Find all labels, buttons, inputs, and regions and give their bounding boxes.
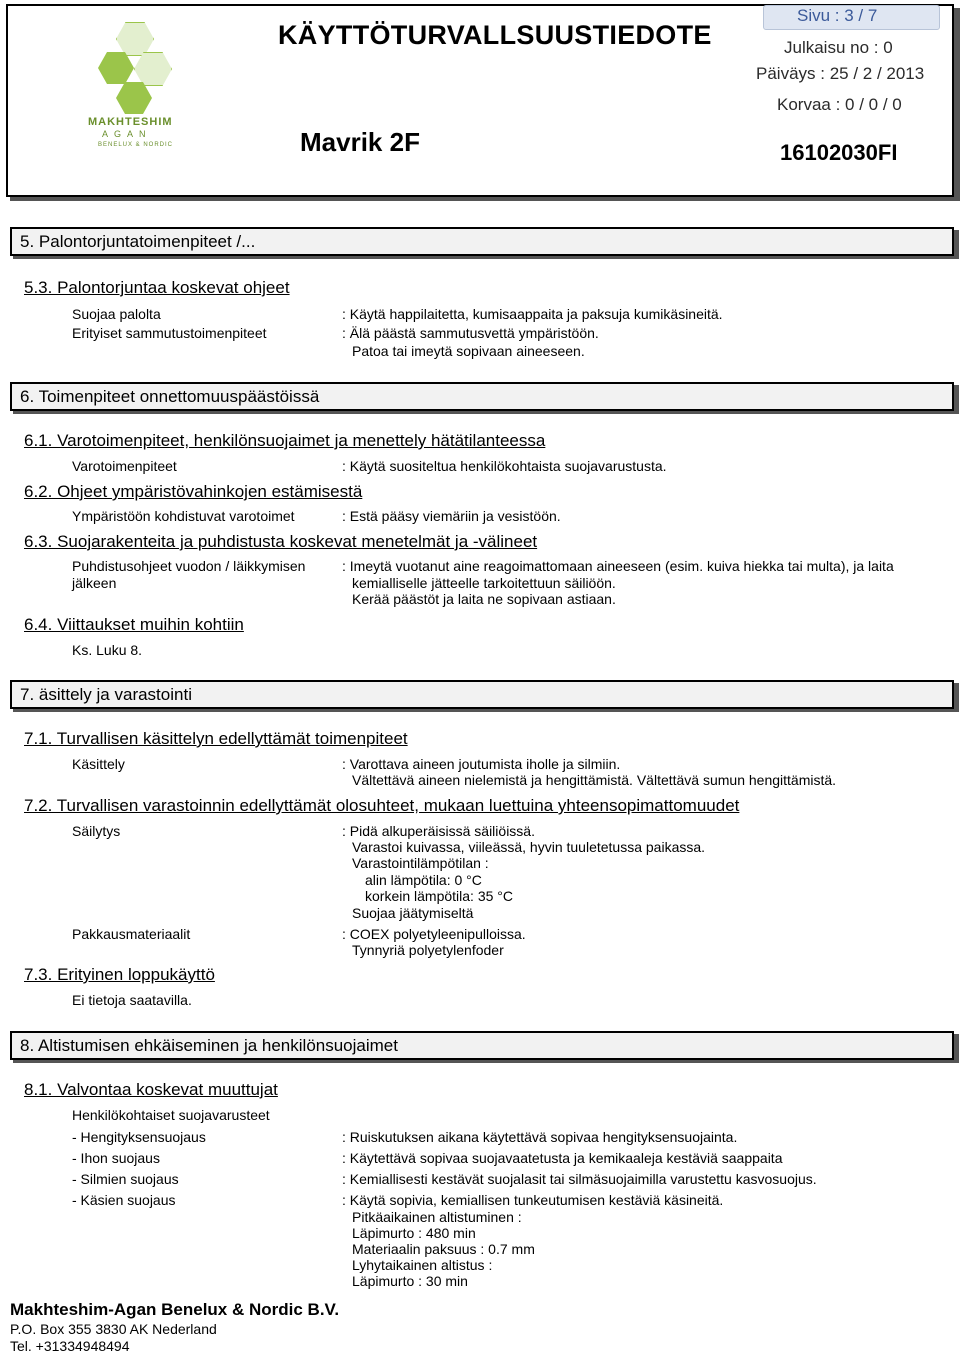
section-8-bar: 8. Altistumisen ehkäiseminen ja henkilönsuojaimet bbox=[10, 1031, 954, 1060]
value-sailytys-6: Suojaa jäätymiseltä bbox=[352, 905, 474, 921]
subheading-suojavarusteet: Henkilökohtaiset suojavarusteet bbox=[72, 1107, 270, 1123]
label-silmat: - Silmien suojaus bbox=[72, 1171, 179, 1187]
label-ymparisto: Ympäristöön kohdistuvat varotoimet bbox=[72, 508, 295, 524]
value-kasittely: : Varottava aineen joutumista iholle ja silmiin. bbox=[342, 756, 621, 772]
text-7-3: Ei tietoja saatavilla. bbox=[72, 992, 192, 1008]
logo-hex bbox=[116, 82, 152, 114]
heading-8-1: 8.1. Valvontaa koskevat muuttujat bbox=[24, 1080, 278, 1099]
value-puhdistus: : Imeytä vuotanut aine reagoimattomaan aineeseen (esim. kuiva hiekka tai multa), ja laita bbox=[342, 558, 894, 574]
value-erityiset: : Älä päästä sammutusvettä ympäristöön. bbox=[342, 325, 599, 341]
value-hengitys: : Ruiskutuksen aikana käytettävä sopivaa hengityksensuojainta. bbox=[342, 1129, 738, 1145]
label-hengitys: - Hengityksensuojaus bbox=[72, 1129, 206, 1145]
logo-subtext: A G A N bbox=[102, 129, 148, 139]
value-kadet-6: Läpimurto : 30 min bbox=[352, 1273, 468, 1289]
text-6-4: Ks. Luku 8. bbox=[72, 642, 143, 658]
label-pakkaus: Pakkausmateriaalit bbox=[72, 926, 191, 942]
heading-6-3: 6.3. Suojarakenteita ja puhdistusta koskevat menetelmät ja -välineet bbox=[24, 532, 538, 551]
value-erityiset-2: Patoa tai imeytä sopivaan aineeseen. bbox=[352, 343, 585, 359]
value-kadet-4: Materiaalin paksuus : 0.7 mm bbox=[352, 1241, 535, 1257]
heading-5-3: 5.3. Palontorjuntaa koskevat ohjeet bbox=[24, 278, 290, 297]
label-varotoimenpiteet: Varotoimenpiteet bbox=[72, 458, 177, 474]
logo-hex bbox=[134, 52, 172, 86]
value-sailytys-5: korkein lämpötila: 35 °C bbox=[365, 888, 513, 904]
issue-date: Päiväys : 25 / 2 / 2013 bbox=[756, 64, 925, 83]
label-erityiset: Erityiset sammutustoimenpiteet bbox=[72, 325, 267, 341]
label-sailytys: Säilytys bbox=[72, 823, 121, 839]
company-logo bbox=[88, 12, 188, 148]
heading-6-1: 6.1. Varotoimenpiteet, henkilönsuojaimet ja menettely hätätilanteessa bbox=[24, 431, 546, 450]
section-5-bar: 5. Palontorjuntatoimenpiteet /... bbox=[10, 227, 954, 256]
label-suojaa-palolta: Suojaa palolta bbox=[72, 306, 161, 322]
value-puhdistus-3: Kerää päästöt ja laita ne sopivaan astiaan. bbox=[352, 591, 616, 607]
value-suojaa-palolta: : Käytä happilaitetta, kumisaappaita ja paksuja kumikäsineitä. bbox=[342, 306, 723, 322]
label-iho: - Ihon suojaus bbox=[72, 1150, 160, 1166]
label-kasittely: Käsittely bbox=[72, 756, 125, 772]
label-puhdistus: Puhdistusohjeet vuodon / läikkymisen bbox=[72, 558, 306, 574]
value-ymparisto: : Estä pääsy viemäriin ja vesistöön. bbox=[342, 508, 561, 524]
logo-hex bbox=[116, 22, 154, 56]
logo-hex bbox=[98, 52, 134, 84]
value-sailytys-4: alin lämpötila: 0 °C bbox=[365, 872, 482, 888]
value-puhdistus-2: kemialliselle jätteelle tarkoitettuun säiliöön. bbox=[352, 575, 616, 591]
label-puhdistus-2: jälkeen bbox=[72, 575, 117, 591]
heading-6-2: 6.2. Ohjeet ympäristövahinkojen estämisestä bbox=[24, 482, 363, 501]
document-number: 16102030FI bbox=[780, 140, 898, 165]
value-kadet-2: Pitkäaikainen altistuminen : bbox=[352, 1209, 522, 1225]
value-kadet-5: Lyhytaikainen altistus : bbox=[352, 1257, 493, 1273]
heading-6-4: 6.4. Viittaukset muihin kohtiin bbox=[24, 615, 244, 634]
value-sailytys-3: Varastointilämpötilan : bbox=[352, 855, 489, 871]
heading-7-2: 7.2. Turvallisen varastoinnin edellyttämät olosuhteet, mukaan luettuina yhteensopimattomuudet bbox=[24, 796, 740, 815]
value-sailytys-2: Varastoi kuivassa, viileässä, hyvin tuuletetussa paikassa. bbox=[352, 839, 706, 855]
heading-7-3: 7.3. Erityinen loppukäyttö bbox=[24, 965, 215, 984]
footer-address: P.O. Box 355 3830 AK Nederland bbox=[10, 1321, 217, 1337]
footer-company: Makhteshim-Agan Benelux & Nordic B.V. bbox=[10, 1300, 340, 1319]
value-kadet: : Käytä sopivia, kemiallisen tunkeutumisen kestäviä käsineitä. bbox=[342, 1192, 724, 1208]
value-iho: : Käytettävä sopivaa suojavaatetusta ja kemikaaleja kestäviä saappaita bbox=[342, 1150, 783, 1166]
value-kadet-3: Läpimurto : 480 min bbox=[352, 1225, 476, 1241]
page-number: Sivu : 3 / 7 bbox=[797, 6, 878, 25]
value-sailytys: : Pidä alkuperäisissä säiliöissä. bbox=[342, 823, 535, 839]
heading-7-1: 7.1. Turvallisen käsittelyn edellyttämät toimenpiteet bbox=[24, 729, 408, 748]
value-pakkaus: : COEX polyetyleenipulloissa. bbox=[342, 926, 526, 942]
product-name: Mavrik 2F bbox=[300, 127, 420, 157]
logo-text: MAKHTESHIM bbox=[88, 116, 173, 128]
edition-number: Julkaisu no : 0 bbox=[784, 38, 893, 57]
replaces-date: Korvaa : 0 / 0 / 0 bbox=[777, 95, 902, 114]
value-pakkaus-2: Tynnyriä polyetylenfoder bbox=[352, 942, 504, 958]
section-7-bar: 7. äsittely ja varastointi bbox=[10, 680, 954, 709]
label-kadet: - Käsien suojaus bbox=[72, 1192, 176, 1208]
document-title: KÄYTTÖTURVALLSUUSTIEDOTE bbox=[278, 20, 712, 50]
footer-phone: Tel. +31334948494 bbox=[10, 1338, 130, 1354]
value-kasittely-2: Vältettävä aineen nielemistä ja hengittämistä. Vältettävä sumun hengittämistä. bbox=[352, 772, 837, 788]
logo-subtext: BENELUX & NORDIC bbox=[98, 142, 174, 148]
value-silmat: : Kemiallisesti kestävät suojalasit tai silmäsuojaimilla varustettu kasvosuojus. bbox=[342, 1171, 817, 1187]
value-varotoimenpiteet: : Käytä suositeltua henkilökohtaista suojavarustusta. bbox=[342, 458, 667, 474]
section-6-bar: 6. Toimenpiteet onnettomuuspäästöissä bbox=[10, 382, 954, 411]
